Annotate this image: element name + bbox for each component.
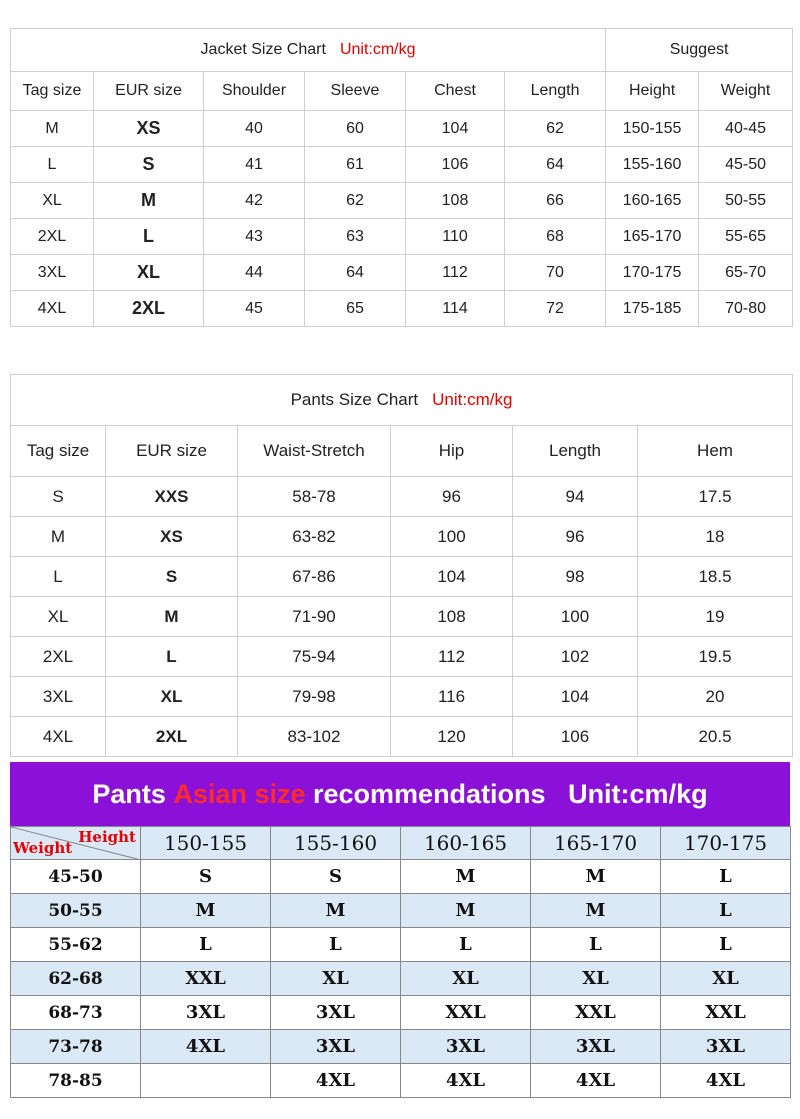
table-cell: XL [11, 183, 94, 219]
table-row [11, 996, 791, 1030]
table-row [11, 677, 793, 717]
table-cell: S [141, 860, 271, 894]
table-cell: 102 [513, 637, 638, 677]
table-cell: 100 [391, 517, 513, 557]
table-row [11, 219, 793, 255]
table-cell: 72 [505, 291, 606, 327]
weight-cell: 45-50 [11, 860, 141, 894]
table-cell: 79-98 [238, 677, 391, 717]
pants-title-cell [11, 375, 793, 426]
table-cell: 100 [513, 597, 638, 637]
table-cell: 66 [505, 183, 606, 219]
banner-text-unit: Unit:cm/kg [545, 778, 708, 809]
table-cell: 75-94 [238, 637, 391, 677]
table-cell: 40-45 [699, 111, 793, 147]
table-cell: 41 [204, 147, 305, 183]
table-cell: 64 [505, 147, 606, 183]
banner-text-asian-size: Asian size [173, 778, 306, 809]
jacket-col-header: Sleeve [305, 72, 406, 111]
jacket-unit: Unit:cm/kg [339, 41, 416, 58]
table-cell: 4XL [531, 1064, 661, 1098]
table-cell: 112 [406, 255, 505, 291]
table-row [11, 637, 793, 677]
banner-text-pants: Pants [92, 778, 174, 809]
height-header: 170-175 [661, 827, 791, 860]
table-cell: 3XL [271, 996, 401, 1030]
pants-col-header: Hip [391, 426, 513, 477]
table-cell: XXL [531, 996, 661, 1030]
table-cell: 62 [505, 111, 606, 147]
corner-height-label: Height [78, 828, 136, 846]
table-cell: 2XL [94, 291, 204, 327]
table-cell: 114 [406, 291, 505, 327]
weight-cell: 68-73 [11, 996, 141, 1030]
table-cell: 42 [204, 183, 305, 219]
table-cell: 43 [204, 219, 305, 255]
table-cell: 17.5 [638, 477, 793, 517]
table-cell: 2XL [106, 717, 238, 757]
asian-size-table [10, 826, 791, 1098]
table-cell: 150-155 [606, 111, 699, 147]
table-cell: 116 [391, 677, 513, 717]
pants-size-chart [10, 374, 793, 757]
table-cell: L [94, 219, 204, 255]
table-cell: 68 [505, 219, 606, 255]
table-row [11, 928, 791, 962]
table-row [11, 1064, 791, 1098]
table-row [11, 291, 793, 327]
table-row [11, 1030, 791, 1064]
jacket-col-header: Height [606, 72, 699, 111]
table-cell: L [141, 928, 271, 962]
table-cell: XL [401, 962, 531, 996]
table-cell: M [141, 894, 271, 928]
jacket-col-header: Weight [699, 72, 793, 111]
jacket-col-header: Length [505, 72, 606, 111]
table-cell: S [94, 147, 204, 183]
pants-title: Pants Size Chart [290, 390, 419, 409]
table-cell: 4XL [11, 717, 106, 757]
table-row [11, 894, 791, 928]
pants-col-header: Tag size [11, 426, 106, 477]
table-row [11, 962, 791, 996]
table-row [11, 255, 793, 291]
table-cell: 106 [513, 717, 638, 757]
height-header: 165-170 [531, 827, 661, 860]
jacket-col-header: EUR size [94, 72, 204, 111]
table-cell: 19.5 [638, 637, 793, 677]
table-cell: 96 [513, 517, 638, 557]
table-cell: XS [94, 111, 204, 147]
table-cell: XS [106, 517, 238, 557]
table-cell: 160-165 [606, 183, 699, 219]
weight-cell: 50-55 [11, 894, 141, 928]
table-cell: 55-65 [699, 219, 793, 255]
table-cell: M [271, 894, 401, 928]
weight-cell: 73-78 [11, 1030, 141, 1064]
table-cell: 106 [406, 147, 505, 183]
asian-size-banner [10, 762, 790, 826]
table-cell: XL [106, 677, 238, 717]
table-cell: 108 [391, 597, 513, 637]
corner-weight-label: Weight [13, 839, 73, 857]
jacket-size-chart [10, 28, 793, 327]
table-cell: XL [271, 962, 401, 996]
table-cell: 120 [391, 717, 513, 757]
table-row [11, 717, 793, 757]
table-cell: 40 [204, 111, 305, 147]
jacket-title-cell [11, 29, 606, 72]
jacket-col-header: Chest [406, 72, 505, 111]
table-cell: 4XL [141, 1030, 271, 1064]
table-cell: L [661, 894, 791, 928]
table-cell: 20 [638, 677, 793, 717]
table-cell: L [401, 928, 531, 962]
jacket-col-header: Shoulder [204, 72, 305, 111]
table-cell: 71-90 [238, 597, 391, 637]
table-cell: 112 [391, 637, 513, 677]
table-cell: 44 [204, 255, 305, 291]
table-cell: L [661, 928, 791, 962]
table-row [11, 477, 793, 517]
table-cell: 64 [305, 255, 406, 291]
table-cell: 45-50 [699, 147, 793, 183]
table-cell: 165-170 [606, 219, 699, 255]
table-cell: M [531, 860, 661, 894]
table-cell: L [106, 637, 238, 677]
table-cell: M [531, 894, 661, 928]
table-cell: L [271, 928, 401, 962]
table-row [11, 597, 793, 637]
table-cell: 94 [513, 477, 638, 517]
table-cell: 45 [204, 291, 305, 327]
table-cell: 108 [406, 183, 505, 219]
pants-col-header: EUR size [106, 426, 238, 477]
height-header: 150-155 [141, 827, 271, 860]
table-cell: 170-175 [606, 255, 699, 291]
weight-cell: 62-68 [11, 962, 141, 996]
table-cell: S [271, 860, 401, 894]
table-cell: 3XL [401, 1030, 531, 1064]
table-cell: 104 [406, 111, 505, 147]
table-cell: 4XL [11, 291, 94, 327]
table-cell: 104 [391, 557, 513, 597]
pants-unit: Unit:cm/kg [432, 390, 513, 409]
jacket-col-header: Tag size [11, 72, 94, 111]
table-cell: M [401, 894, 531, 928]
banner-text-recommendations: recommendations [305, 778, 546, 809]
table-cell: 65-70 [699, 255, 793, 291]
pants-col-header: Hem [638, 426, 793, 477]
table-cell: 4XL [661, 1064, 791, 1098]
jacket-suggest-header: Suggest [606, 29, 793, 72]
height-header: 155-160 [271, 827, 401, 860]
table-cell: 3XL [271, 1030, 401, 1064]
table-cell: 3XL [11, 677, 106, 717]
table-cell: 104 [513, 677, 638, 717]
table-cell: 18 [638, 517, 793, 557]
table-cell: 19 [638, 597, 793, 637]
table-cell: S [11, 477, 106, 517]
table-row [11, 557, 793, 597]
table-cell: 18.5 [638, 557, 793, 597]
table-cell: 175-185 [606, 291, 699, 327]
table-cell: M [11, 111, 94, 147]
table-cell: XXS [106, 477, 238, 517]
table-cell: 67-86 [238, 557, 391, 597]
table-cell: S [106, 557, 238, 597]
table-cell: XL [11, 597, 106, 637]
table-cell [141, 1064, 271, 1098]
table-cell: XXL [141, 962, 271, 996]
table-cell: 2XL [11, 219, 94, 255]
table-cell: 70-80 [699, 291, 793, 327]
table-cell: L [661, 860, 791, 894]
table-cell: XXL [661, 996, 791, 1030]
table-cell: 61 [305, 147, 406, 183]
table-cell: 70 [505, 255, 606, 291]
pants-col-header: Waist-Stretch [238, 426, 391, 477]
table-cell: 3XL [11, 255, 94, 291]
table-cell: L [531, 928, 661, 962]
table-row [11, 111, 793, 147]
table-cell: 58-78 [238, 477, 391, 517]
jacket-title: Jacket Size Chart [200, 41, 326, 58]
table-cell: 63 [305, 219, 406, 255]
table-cell: 3XL [661, 1030, 791, 1064]
table-cell: XL [94, 255, 204, 291]
table-row [11, 860, 791, 894]
table-cell: L [11, 557, 106, 597]
table-cell: 62 [305, 183, 406, 219]
table-cell: 98 [513, 557, 638, 597]
table-cell: M [401, 860, 531, 894]
table-cell: 110 [406, 219, 505, 255]
table-cell: 2XL [11, 637, 106, 677]
table-cell: 4XL [271, 1064, 401, 1098]
pants-col-header: Length [513, 426, 638, 477]
table-cell: 155-160 [606, 147, 699, 183]
corner-header-cell [11, 827, 141, 860]
weight-cell: 78-85 [11, 1064, 141, 1098]
table-cell: 4XL [401, 1064, 531, 1098]
table-cell: 63-82 [238, 517, 391, 557]
table-cell: L [11, 147, 94, 183]
table-cell: 83-102 [238, 717, 391, 757]
table-cell: XL [661, 962, 791, 996]
table-cell: 60 [305, 111, 406, 147]
table-row [11, 183, 793, 219]
table-cell: 3XL [531, 1030, 661, 1064]
table-cell: 50-55 [699, 183, 793, 219]
table-cell: XL [531, 962, 661, 996]
weight-cell: 55-62 [11, 928, 141, 962]
table-cell: XXL [401, 996, 531, 1030]
table-cell: M [106, 597, 238, 637]
table-cell: 65 [305, 291, 406, 327]
table-row [11, 517, 793, 557]
table-cell: M [94, 183, 204, 219]
height-header: 160-165 [401, 827, 531, 860]
table-cell: 3XL [141, 996, 271, 1030]
table-cell: 96 [391, 477, 513, 517]
table-cell: M [11, 517, 106, 557]
table-row [11, 147, 793, 183]
table-cell: 20.5 [638, 717, 793, 757]
